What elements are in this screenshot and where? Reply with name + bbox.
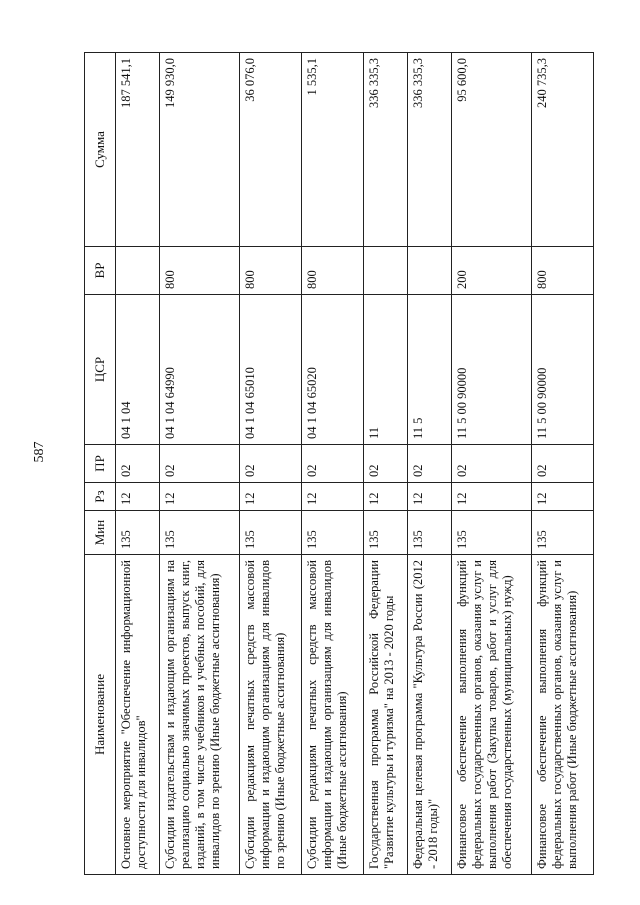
row-name: Финансовое обеспечение выполнения функций федеральных государственных органов, оказания услуг и выполнения работ (Иные бюджетные ассигнования) xyxy=(531,555,593,875)
row-sum: 336 335,3 xyxy=(408,53,452,247)
table-row xyxy=(363,53,407,875)
header-rz: Рз xyxy=(85,483,116,511)
row-sum: 36 076,0 xyxy=(239,53,301,247)
row-rz: 12 xyxy=(531,483,593,511)
row-name: Субсидии издательствам и издающим организациям на реализацию социально значимых проектов, выпуск книг, изданий, в том числе учебников и учебных пособий, для инвалидов по зрению (Иные бюджетные ассигнования) xyxy=(160,555,240,875)
table-row xyxy=(531,53,593,875)
row-vr: 200 xyxy=(452,247,532,295)
row-name: Государственная программа Российской Федерации "Развитие культуры и туризма" на 2013 - 2020 годы xyxy=(363,555,407,875)
row-csr: 04 1 04 65020 xyxy=(301,295,363,445)
row-min: 135 xyxy=(408,511,452,555)
row-pr: 02 xyxy=(116,445,160,483)
row-rz: 12 xyxy=(239,483,301,511)
row-vr: 800 xyxy=(531,247,593,295)
table-header-row xyxy=(85,53,116,875)
header-name: Наименование xyxy=(85,555,116,875)
table-row xyxy=(452,53,532,875)
header-vr: ВР xyxy=(85,247,116,295)
row-name: Финансовое обеспечение выполнения функций федеральных государственных органов, оказания услуг и выполнения работ (Закупка товаров, работ и услуг для обеспечения государственных (муниципальных) нужд) xyxy=(452,555,532,875)
header-csr: ЦСР xyxy=(85,295,116,445)
row-min: 135 xyxy=(452,511,532,555)
row-csr: 11 5 xyxy=(408,295,452,445)
row-pr: 02 xyxy=(239,445,301,483)
row-min: 135 xyxy=(301,511,363,555)
row-sum: 1 535,1 xyxy=(301,53,363,247)
row-pr: 02 xyxy=(160,445,240,483)
row-pr: 02 xyxy=(408,445,452,483)
row-name: Основное мероприятие "Обеспечение информационной доступности для инвалидов" xyxy=(116,555,160,875)
rotated-table-container xyxy=(84,53,594,875)
row-csr: 11 xyxy=(363,295,407,445)
row-name: Субсидии редакциям печатных средств массовой информации и издающим организациям для инвалидов (Иные бюджетные ассигнования) xyxy=(301,555,363,875)
row-min: 135 xyxy=(160,511,240,555)
row-name: Федеральная целевая программа "Культура России (2012 - 2018 годы)" xyxy=(408,555,452,875)
header-min: Мин xyxy=(85,511,116,555)
header-sum: Сумма xyxy=(85,53,116,247)
table-row xyxy=(160,53,240,875)
row-min: 135 xyxy=(239,511,301,555)
table-row xyxy=(116,53,160,875)
row-vr xyxy=(116,247,160,295)
row-vr: 800 xyxy=(301,247,363,295)
row-sum: 187 541,1 xyxy=(116,53,160,247)
row-csr: 04 1 04 65010 xyxy=(239,295,301,445)
row-vr: 800 xyxy=(239,247,301,295)
row-sum: 240 735,3 xyxy=(531,53,593,247)
row-vr: 800 xyxy=(160,247,240,295)
row-min: 135 xyxy=(116,511,160,555)
budget-table xyxy=(84,52,594,875)
row-rz: 12 xyxy=(452,483,532,511)
row-min: 135 xyxy=(363,511,407,555)
row-pr: 02 xyxy=(531,445,593,483)
row-sum: 336 335,3 xyxy=(363,53,407,247)
row-name: Субсидии редакциям печатных средств массовой информации и издающим организациям для инвалидов по зрению (Иные бюджетные ассигнования) xyxy=(239,555,301,875)
row-pr: 02 xyxy=(301,445,363,483)
row-rz: 12 xyxy=(116,483,160,511)
row-vr xyxy=(363,247,407,295)
table-row xyxy=(408,53,452,875)
row-vr xyxy=(408,247,452,295)
row-rz: 12 xyxy=(363,483,407,511)
row-csr: 11 5 00 90000 xyxy=(531,295,593,445)
page-number: 587 xyxy=(32,441,47,463)
table-row xyxy=(301,53,363,875)
row-rz: 12 xyxy=(160,483,240,511)
row-pr: 02 xyxy=(452,445,532,483)
row-pr: 02 xyxy=(363,445,407,483)
row-rz: 12 xyxy=(408,483,452,511)
table-row xyxy=(239,53,301,875)
row-sum: 95 600,0 xyxy=(452,53,532,247)
row-sum: 149 930,0 xyxy=(160,53,240,247)
row-csr: 11 5 00 90000 xyxy=(452,295,532,445)
row-rz: 12 xyxy=(301,483,363,511)
row-csr: 04 1 04 xyxy=(116,295,160,445)
header-pr: ПР xyxy=(85,445,116,483)
row-csr: 04 1 04 64990 xyxy=(160,295,240,445)
row-min: 135 xyxy=(531,511,593,555)
